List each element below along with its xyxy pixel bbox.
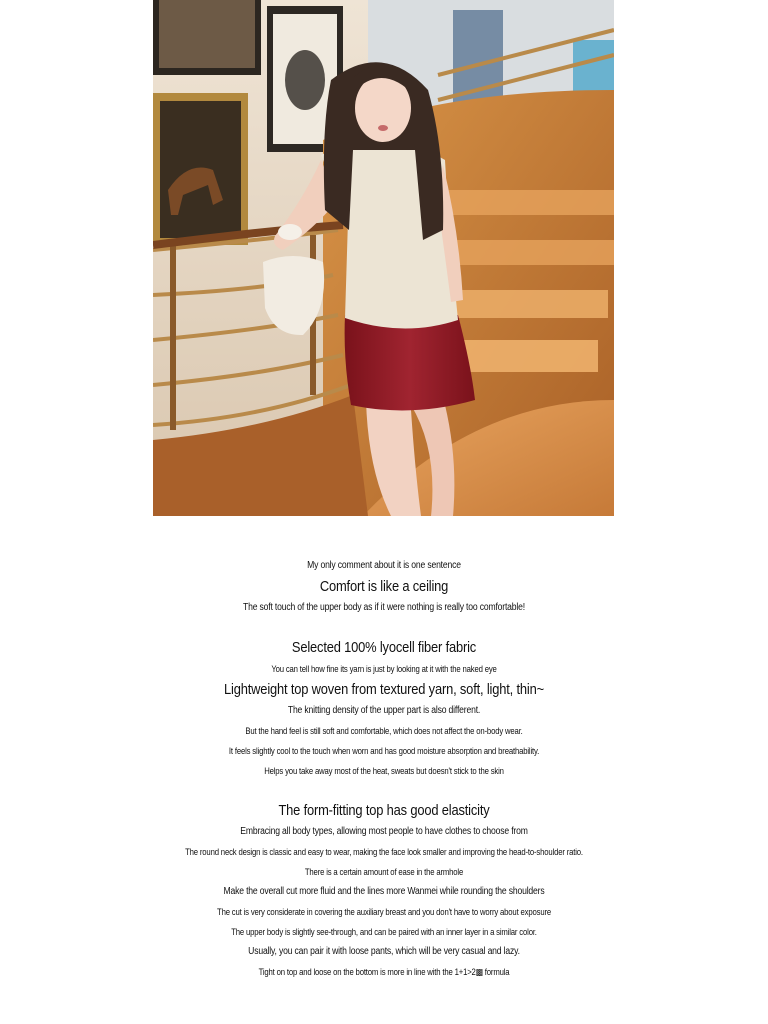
round-neck: The round neck design is classic and easy to wear, making the face look smaller and improving the head-to-shoulder ratio.	[185, 847, 583, 857]
print-figures-art	[285, 50, 325, 110]
spacer	[0, 618, 768, 637]
heading-lightweight: Lightweight top woven from textured yarn, soft, light, thin~	[224, 681, 544, 698]
heat-away: Helps you take away most of the heat, sweats but doesn't stick to the skin	[264, 766, 504, 776]
cool-touch: It feels slightly cool to the touch when worn and has good moisture absorption and breathability.	[228, 746, 540, 756]
body-types: Embracing all body types, allowing most people to have clothes to choose from	[240, 826, 528, 837]
heading-elasticity: The form-fitting top has good elasticity	[278, 802, 490, 819]
pairing-tip: Usually, you can pair it with loose pants, which will be very casual and lazy.	[248, 946, 520, 957]
product-photo	[153, 0, 614, 516]
heading-comfort: Comfort is like a ceiling	[319, 578, 449, 595]
intro-line: My only comment about it is one sentence	[307, 560, 461, 571]
photo-illustration	[153, 0, 614, 516]
lips	[378, 125, 388, 131]
product-description	[0, 556, 768, 982]
formula-line: Tight on top and loose on the bottom is more in line with the 1+1>2▩ formula	[258, 967, 510, 977]
stair-step	[453, 290, 608, 318]
painting-top-left	[159, 0, 255, 68]
hand-feel: But the hand feel is still soft and comfortable, which does not affect the on-body wear.	[245, 726, 523, 736]
fabric-detail: You can tell how fine its yarn is just by looking at it with the naked eye	[271, 664, 497, 674]
armhole-ease: There is a certain amount of ease in the armhole	[304, 867, 464, 877]
see-through: The upper body is slightly see-through, and can be paired with an inner layer in a similar color.	[231, 927, 537, 937]
comfort-detail: The soft touch of the upper body as if it were nothing is really too comfortable!	[243, 602, 525, 613]
heading-fabric: Selected 100% lyocell fiber fabric	[291, 639, 477, 656]
stair-step	[453, 240, 614, 265]
knitting-density: The knitting density of the upper part is also different.	[287, 705, 481, 716]
scrunchie	[278, 224, 302, 240]
stair-step	[458, 340, 598, 372]
overall-cut: Make the overall cut more fluid and the lines more Wanmei while rounding the shoulders	[223, 886, 545, 897]
considerate-cut: The cut is very considerate in covering the auxiliary breast and you don't have to worry about exposure	[217, 907, 551, 917]
stair-step	[443, 190, 614, 215]
spacer	[0, 781, 768, 800]
red-mini-skirt	[345, 315, 475, 410]
